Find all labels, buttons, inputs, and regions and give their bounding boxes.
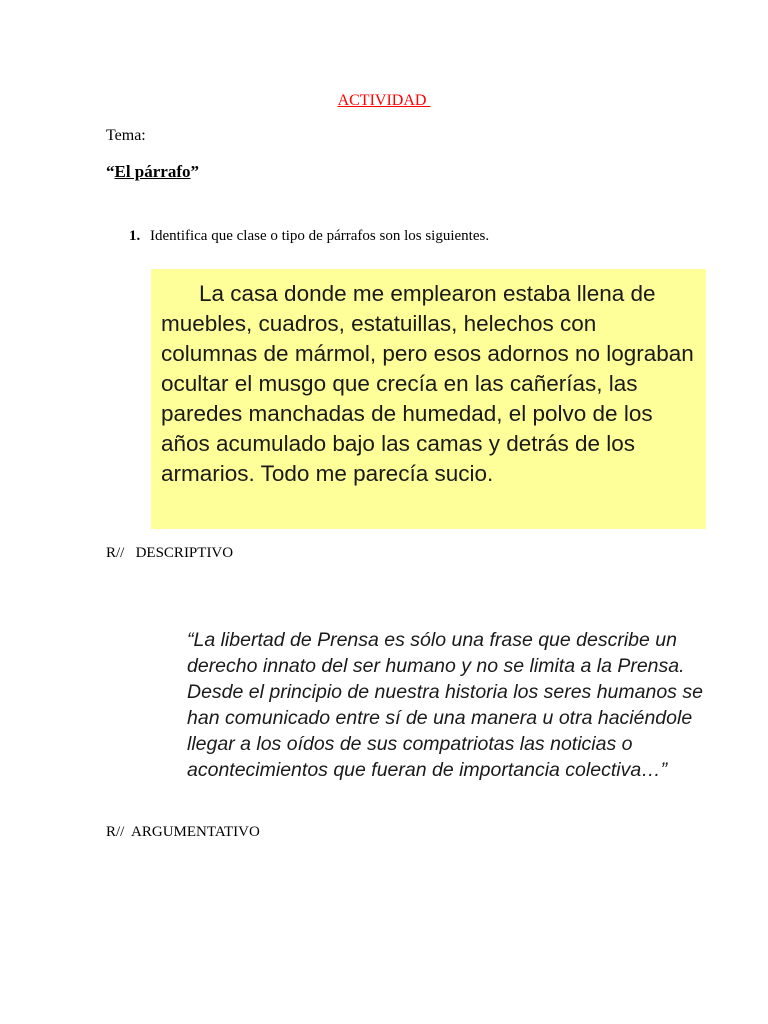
topic-name: El párrafo bbox=[114, 162, 191, 181]
argumentative-paragraph-text: “La libertad de Prensa es sólo una frase que describe un derecho innato del ser humano y no se limita a la Prensa. Desde el principio de nuestra historia los seres humanos se han comunicado entre sí de una manera u otra haciéndole llegar a los oídos de sus compatriotas las noticias o acontecimientos que fueran de importancia colectiva…” bbox=[187, 629, 703, 781]
instruction-text: Identifica que clase o tipo de párrafos son los siguientes. bbox=[150, 228, 490, 244]
answer-value: DESCRIPTIVO bbox=[135, 545, 234, 561]
answer-value: ARGUMENTATIVO bbox=[131, 824, 260, 840]
page-title: ACTIVIDAD bbox=[337, 92, 431, 109]
answer-prefix: R// bbox=[106, 545, 125, 561]
topic-heading bbox=[106, 162, 199, 182]
instruction-item bbox=[129, 228, 489, 245]
instruction-number: 1. bbox=[129, 228, 141, 244]
tema-label: Tema: bbox=[106, 127, 146, 144]
topic-open-quote: “ bbox=[106, 162, 115, 181]
descriptive-paragraph-text: La casa donde me emplearon estaba llena de muebles, cuadros, estatuillas, helechos con columnas de mármol, pero esos adornos no lograban ocultar el musgo que crecía en las cañerías, las paredes manchadas de humedad, el polvo de los años acumulado bajo las camas y detrás de los armarios. Todo me parecía sucio. bbox=[161, 281, 694, 486]
answer-argumentative bbox=[106, 824, 260, 841]
descriptive-paragraph-box bbox=[151, 269, 706, 529]
answer-descriptive bbox=[106, 545, 233, 562]
argumentative-paragraph-box bbox=[187, 627, 727, 783]
topic-close-quote: ” bbox=[190, 162, 200, 181]
answer-prefix: R// bbox=[106, 824, 125, 840]
